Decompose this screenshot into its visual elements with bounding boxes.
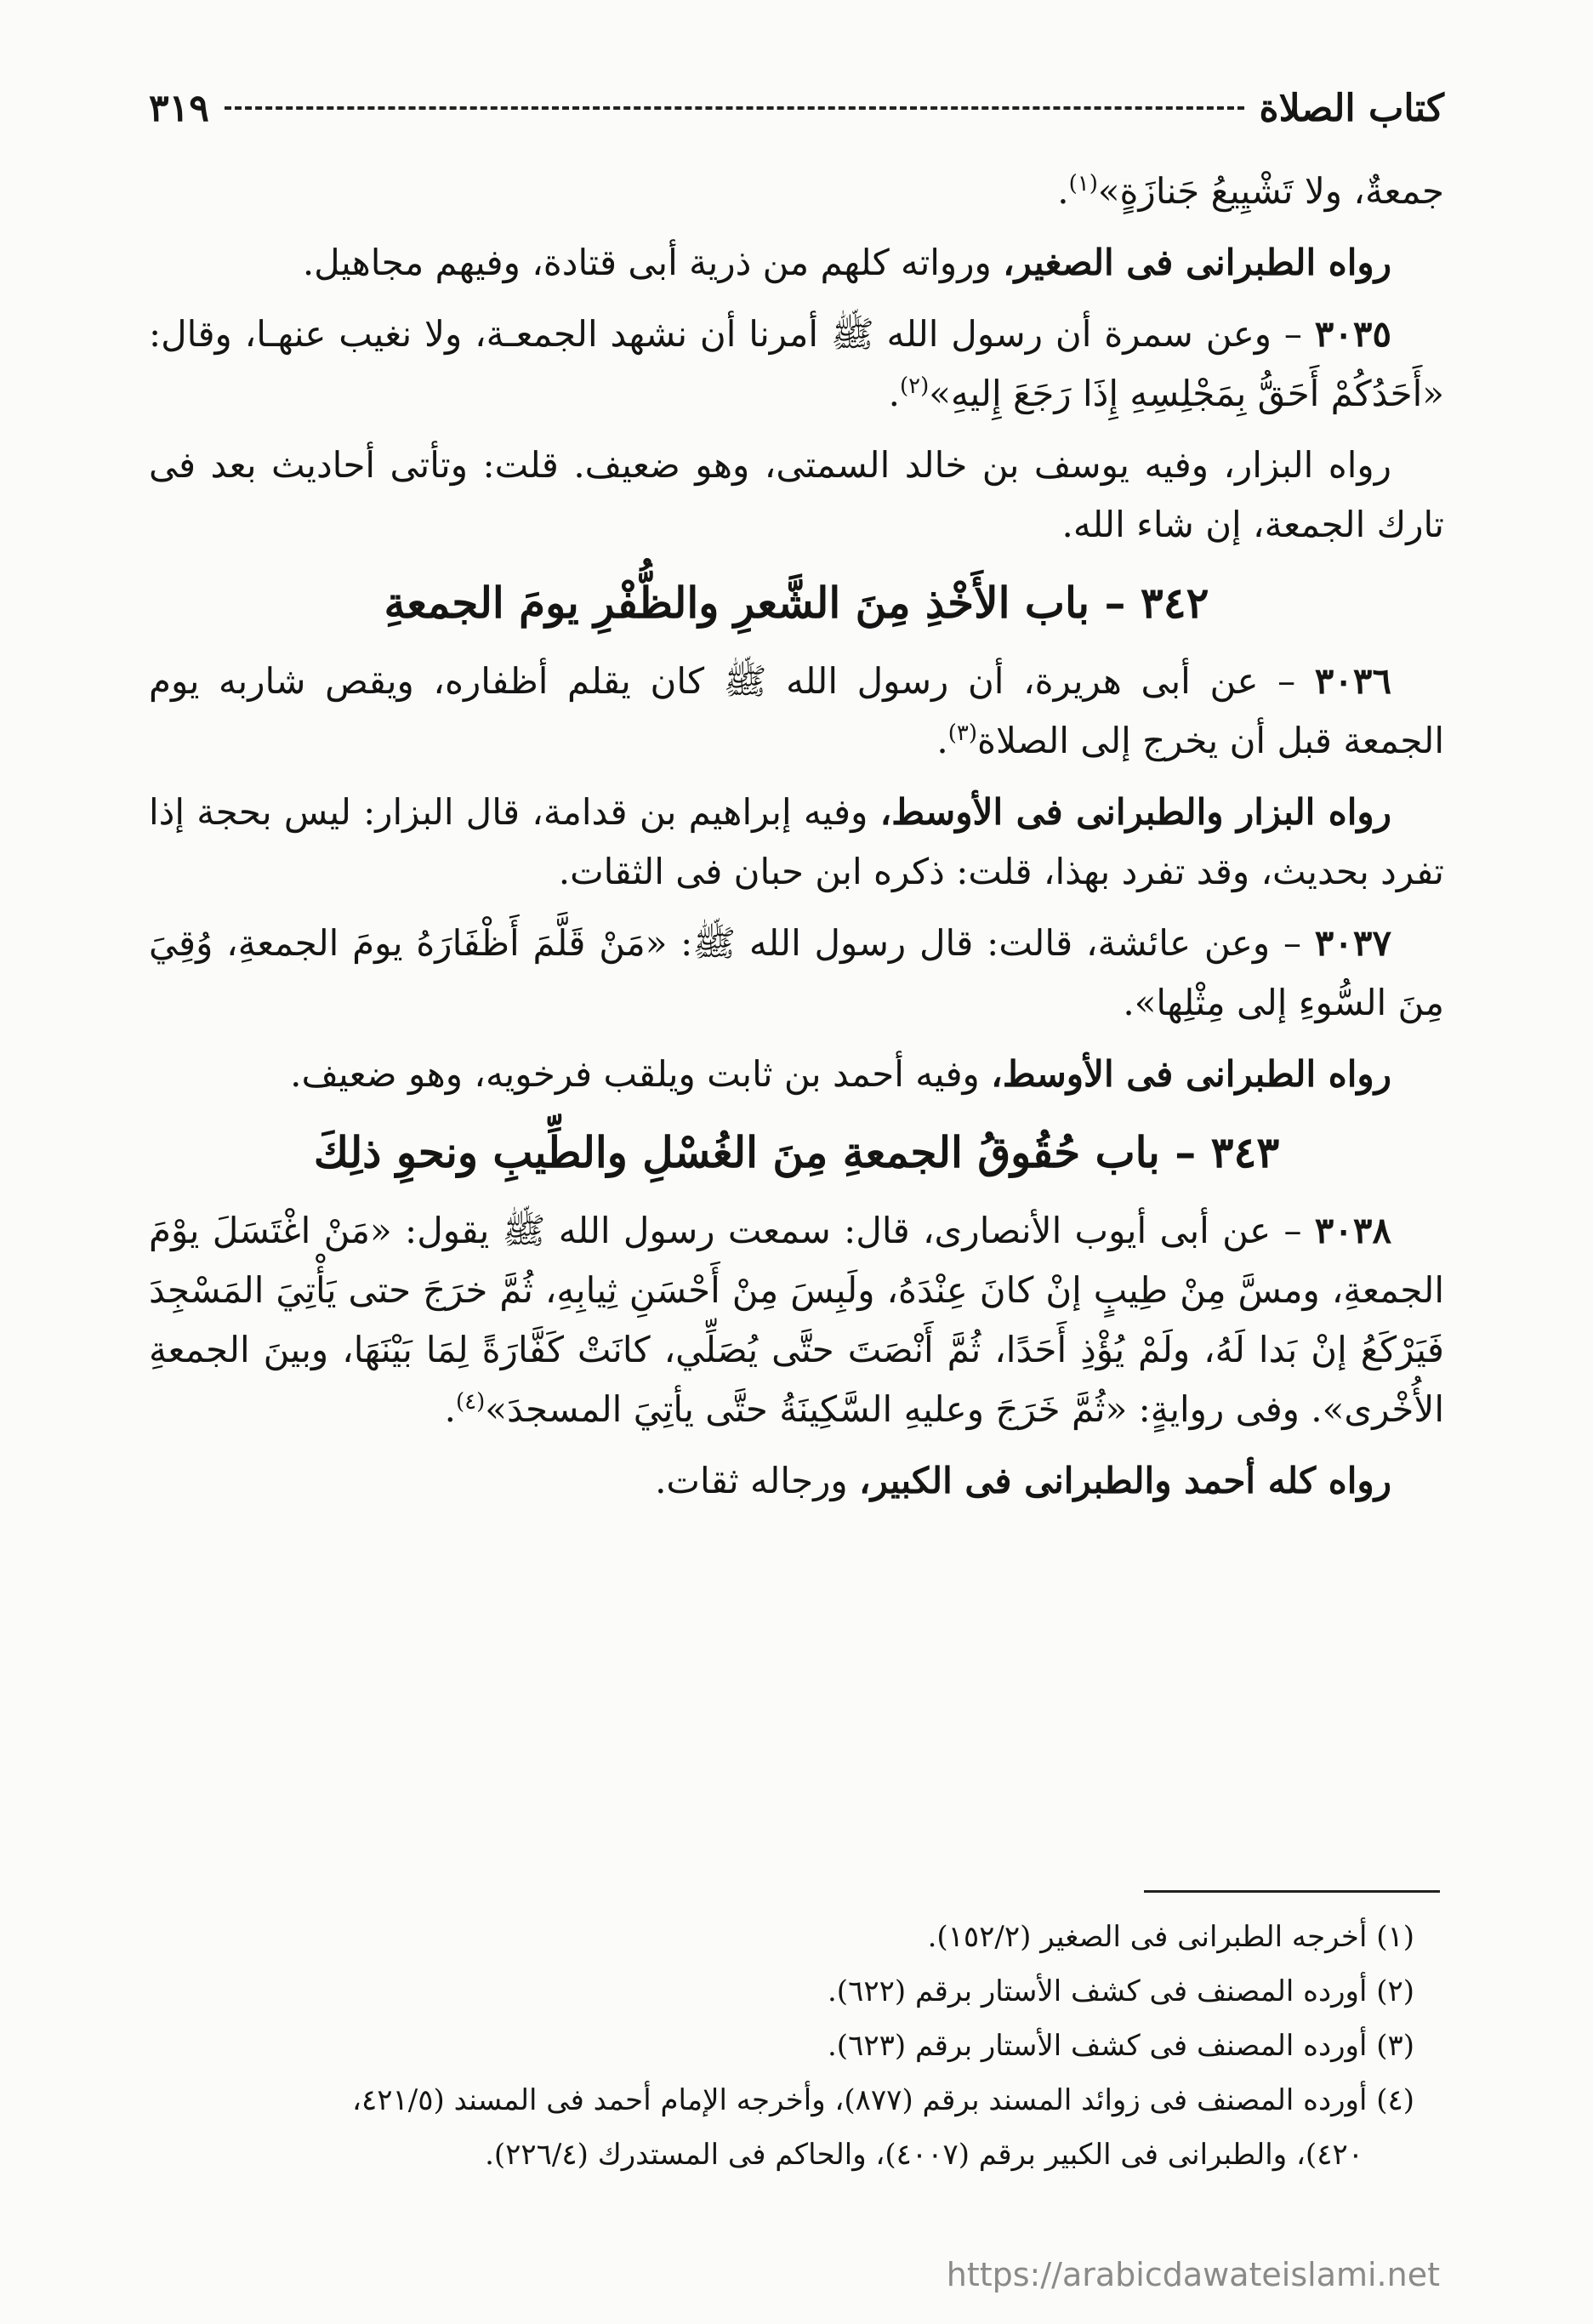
paragraph-1: جمعةٌ، ولا تَشْيِيعُ جَنازَةٍ»$^{(١)}$. (1057, 170, 1444, 212)
hadith-number: ٣٠٣٥ (1314, 313, 1391, 355)
paragraph-8 (149, 1045, 1444, 1104)
footnote-ref-3: (٣) (947, 721, 978, 746)
paragraph-2 (149, 233, 1444, 293)
hadith-text: – عن أبى هريرة، أن رسول الله ﷺ كان يقلم أظفاره، ويقص شاربه يوم الجمعة قبل أن يخرج إلى الصلاة (149, 660, 1444, 761)
footnote-4: (٤) أورده المصنف فى زوائد المسند برقم (٨٧٧)، وأخرجه الإمام أحمد فى المسند (٤٢١/٥، (352, 2083, 1414, 2117)
footnote-4-continued: ٤٢٠)، والطبرانى فى الكبير برقم (٤٠٠٧)، والحاكم فى المستدرك (٢٢٦/٤). (485, 2138, 1363, 2172)
hadith-3035: ٣٠٣٥ – وعن سمرة أن رسول الله ﷺ أمرنا أن نشهد الجمعـة، ولا نغيب عنهـا، وقال: «أَحَدُكُمْ أَحَقُّ بِمَجْلِسِهِ إِذَا رَجَعَ إِليهِ»$^{(٢)}$. (149, 313, 1444, 414)
footnote-ref-1: (١) (1068, 171, 1098, 197)
header-dashed-rule (225, 106, 1244, 110)
source-citation: رواه كله أحمد والطبرانى فى الكبير، (859, 1460, 1391, 1501)
footnote-ref-4: (٤) (456, 1389, 486, 1415)
footnote-1: (١) أخرجه الطبرانى فى الصغير (١٥٢/٢). (927, 1920, 1414, 1954)
main-text (149, 162, 1444, 1523)
source-citation: رواه الطبرانى فى الأوسط، (991, 1053, 1391, 1095)
paragraph-10 (149, 1451, 1444, 1511)
paragraph-4 (149, 436, 1444, 555)
hadith-text: – وعن سمرة أن رسول الله ﷺ أمرنا أن نشهد الجمعـة، ولا نغيب عنهـا، وقال: «أَحَدُكُمْ أَحَقُّ بِمَجْلِسِهِ إِذَا رَجَعَ إِليهِ» (149, 313, 1444, 414)
hadith-number: ٣٠٣٦ (1314, 660, 1391, 702)
footnote-separator (1144, 1890, 1440, 1893)
paragraph-text: ورواته كلهم من ذرية أبى قتادة، وفيهم مجاهيل. (302, 242, 1004, 283)
hadith-3036: ٣٠٣٦ – عن أبى هريرة، أن رسول الله ﷺ كان يقلم أظفاره، ويقص شاربه يوم الجمعة قبل أن يخرج إلى الصلاة$^{(٣)}$. (149, 660, 1444, 761)
source-citation: رواه البزار والطبرانى فى الأوسط، (879, 791, 1391, 833)
page-header (149, 78, 1444, 138)
paragraph-text: وفيه إبراهيم بن قدامة، قال البزار: ليس بحجة إذا تفرد بحديث، وقد تفرد بهذا، قلت: ذكره ابن حبان فى الثقات. (149, 791, 1444, 892)
source-citation: رواه الطبرانى فى الصغير، (1003, 242, 1391, 283)
hadith-number: ٣٠٣٧ (1314, 922, 1391, 964)
paragraph-6 (149, 783, 1444, 902)
hadith-text: – عن أبى أيوب الأنصارى، قال: سمعت رسول الله ﷺ يقول: «مَنْ اغْتَسَلَ يوْمَ الجمعةِ، ومسَّ مِنْ طِيبٍ إنْ كانَ عِنْدَهُ، ولَبِسَ مِنْ أَحْسَنِ ثِيابِهِ، ثُمَّ خرَجَ حتى يَأْتِيَ المَسْجِدَ فَيَرْكَعُ إنْ بَدا لَهُ، ولَمْ يُؤْذِ أَحَدًا، ثُمَّ أَنْصَتَ حتَّى يُصَلِّي، كانَتْ كَفَّارَةً لِمَا بَيْنَهَا، وبينَ الجمعةِ الأُخْرى». وفى روايةٍ: «ثُمَّ خَرَجَ وعليهِ السَّكِينَةُ حتَّى يأتِيَ المسجدَ» (149, 1210, 1444, 1430)
hadith-number: ٣٠٣٨ (1314, 1210, 1391, 1251)
watermark-url: https://arabicdawateislami.net (946, 2256, 1440, 2293)
hadith-3038: ٣٠٣٨ – عن أبى أيوب الأنصارى، قال: سمعت رسول الله ﷺ يقول: «مَنْ اغْتَسَلَ يوْمَ الجمعةِ، ومسَّ مِنْ طِيبٍ إنْ كانَ عِنْدَهُ، ولَبِسَ مِنْ أَحْسَنِ ثِيابِهِ، ثُمَّ خرَجَ حتى يَأْتِيَ المَسْجِدَ فَيَرْكَعُ إنْ بَدا لَهُ، ولَمْ يُؤْذِ أَحَدًا، ثُمَّ أَنْصَتَ حتَّى يُصَلِّي، كانَتْ كَفَّارَةً لِمَا بَيْنَهَا، وبينَ الجمعةِ الأُخْرى». وفى روايةٍ: «ثُمَّ خَرَجَ وعليهِ السَّكِينَةُ حتَّى يأتِيَ المسجدَ»$^{(٤)}$. (149, 1210, 1444, 1430)
paragraph-text: رواه البزار، وفيه يوسف بن خالد السمتى، وهو ضعيف. قلت: وتأتى أحاديث بعد فى تارك الجمعة، إن شاء الله. (149, 444, 1444, 545)
paragraph-text: جمعةٌ، ولا تَشْيِيعُ جَنازَةٍ» (1097, 170, 1444, 212)
footnote-2: (٢) أورده المصنف فى كشف الأستار برقم (٦٢٢). (828, 1974, 1414, 2008)
chapter-title: كتاب الصلاة (1259, 86, 1444, 130)
footnotes (149, 1912, 1414, 2184)
hadith-3037 (149, 914, 1444, 1033)
paragraph-text: ورجاله ثقات. (655, 1460, 860, 1501)
section-heading-342: ٣٤٢ – باب الأَخْذِ مِنَ الشَّعرِ والظُّفْرِ يومَ الجمعةِ (384, 578, 1209, 628)
section-heading-343: ٣٤٣ – باب حُقُوقُ الجمعةِ مِنَ الغُسْلِ والطِّيبِ ونحوِ ذلِكَ (313, 1127, 1280, 1177)
paragraph-text: وفيه أحمد بن ثابت ويلقب فرخويه، وهو ضعيف. (290, 1053, 992, 1095)
footnote-ref-2: (٢) (900, 373, 930, 399)
footnote-3: (٣) أورده المصنف فى كشف الأستار برقم (٦٢٣). (828, 2029, 1414, 2063)
page-number: ٣١٩ (149, 86, 209, 130)
hadith-text: – وعن عائشة، قالت: قال رسول الله ﷺ: «مَنْ قَلَّمَ أَظْفَارَهُ يومَ الجمعةِ، وُقِيَ مِنَ السُّوءِ إلى مِثْلِها». (149, 922, 1444, 1023)
